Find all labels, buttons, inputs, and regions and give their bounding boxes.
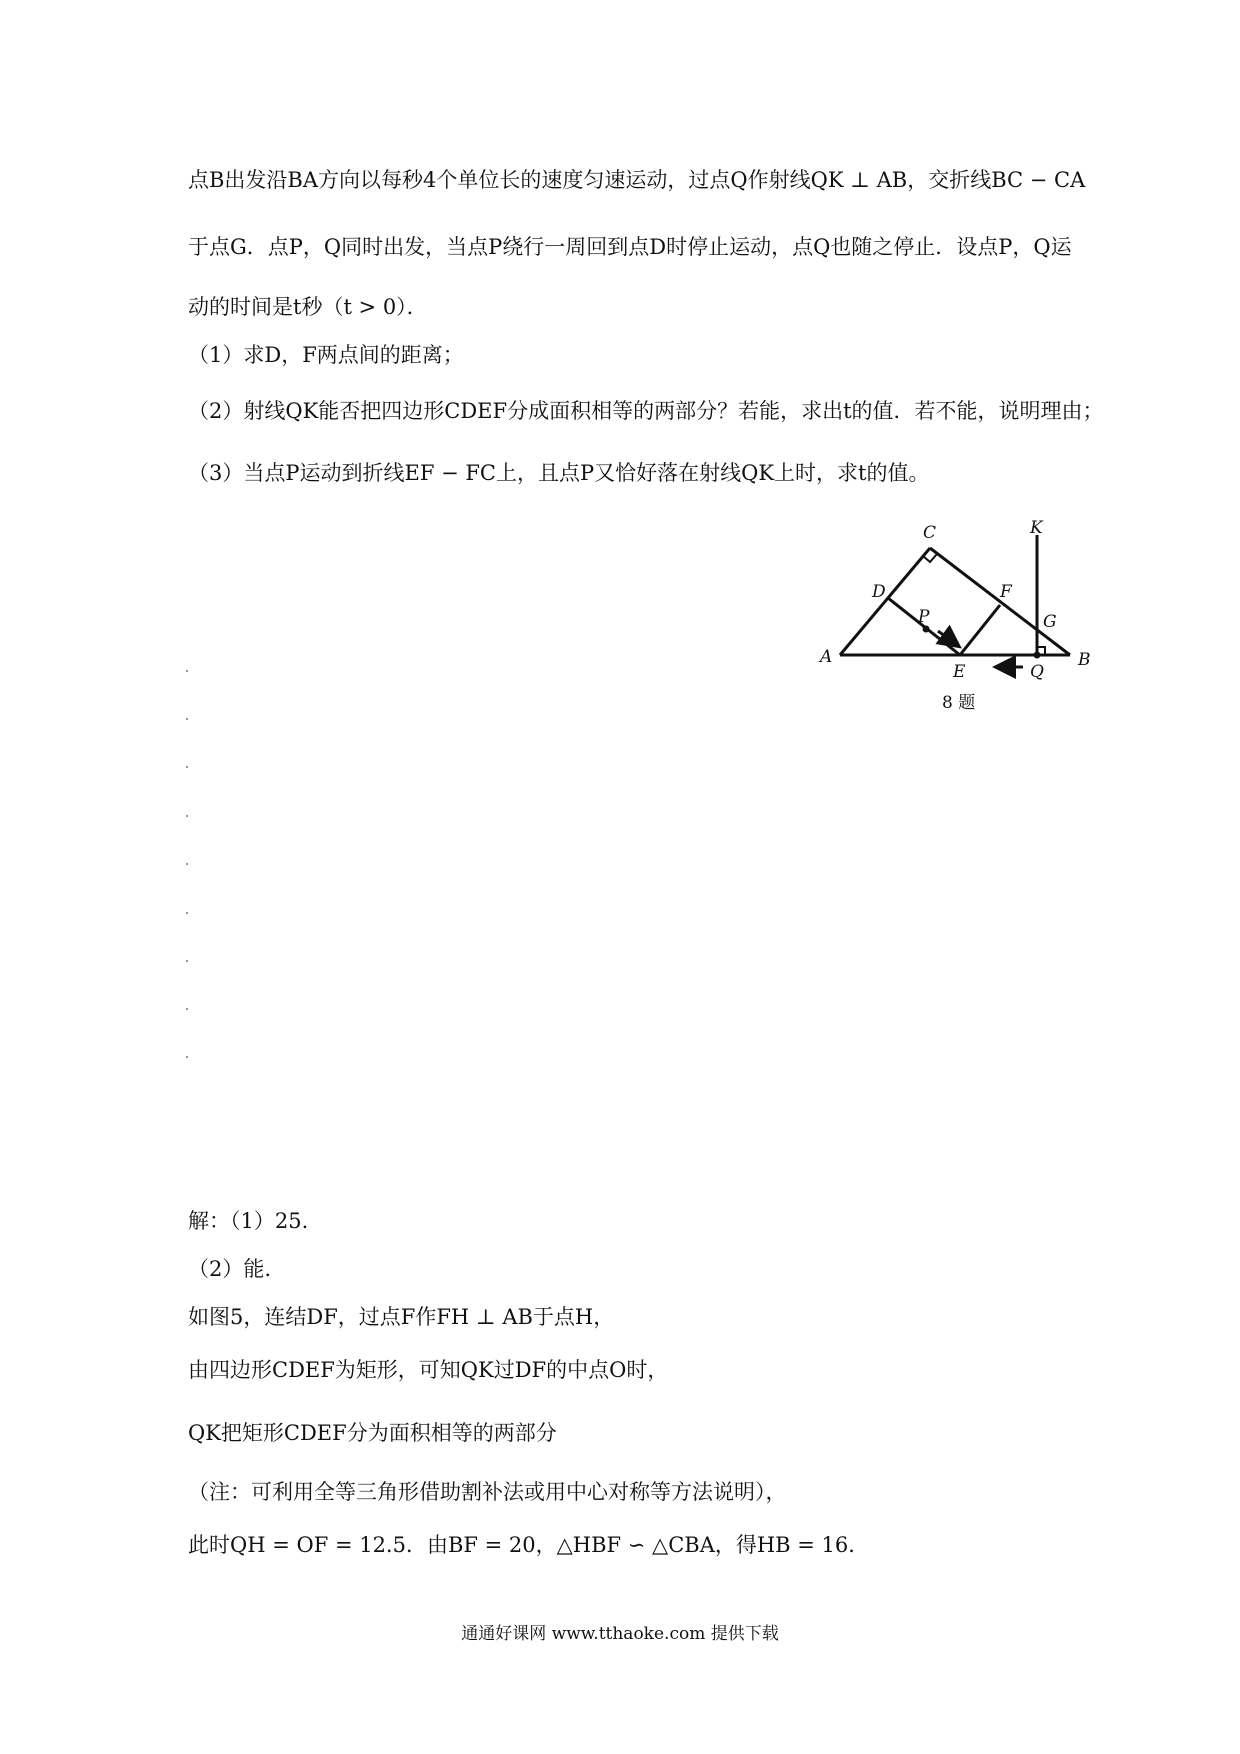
label-d: D <box>872 582 886 602</box>
label-e: E <box>953 662 966 682</box>
geometry-figure <box>810 505 1140 730</box>
label-g: G <box>1043 612 1057 632</box>
problem-part-1: （1）求D，F两点间的距离； <box>188 343 464 367</box>
page-footer: 通通好课网 www.tthaoke.com 提供下载 <box>461 1624 779 1644</box>
problem-line-1: 点B出发沿BA方向以每秒4个单位长的速度匀速运动，过点Q作射线QK ⊥ AB，交折线BC − CA <box>188 168 1086 192</box>
label-a: A <box>820 647 833 667</box>
label-k: K <box>1030 518 1043 538</box>
solution-line-4: 由四边形CDEF为矩形，可知QK过DF的中点O时， <box>188 1358 669 1382</box>
problem-part-3: （3）当点P运动到折线EF − FC上，且点P又恰好落在射线QK上时，求t的值。 <box>188 461 930 485</box>
label-f: F <box>1000 582 1012 602</box>
problem-line-3: 动的时间是t秒（t > 0）． <box>188 295 428 319</box>
solution-line-1: 解：（1）25. <box>188 1209 309 1233</box>
label-c: C <box>923 523 937 543</box>
solution-line-6: （注：可利用全等三角形借助割补法或用中心对称等方法说明）， <box>188 1480 787 1504</box>
solution-line-5: QK把矩形CDEF分为面积相等的两部分 <box>188 1421 557 1445</box>
label-q: Q <box>1030 662 1044 682</box>
label-b: B <box>1078 650 1091 670</box>
figure-svg <box>810 505 1140 730</box>
solution-line-7: 此时QH = OF = 12.5．由BF = 20，△HBF ∽ △CBA，得HB = 16． <box>188 1533 870 1557</box>
figure-caption: 8 题 <box>942 693 976 713</box>
solution-line-3: 如图5，连结DF，过点F作FH ⊥ AB于点H， <box>188 1305 615 1329</box>
label-p: P <box>918 607 930 627</box>
side-ef <box>960 605 1000 655</box>
solution-line-2: （2）能. <box>188 1257 272 1281</box>
problem-line-2: 于点G．点P，Q同时出发，当点P绕行一周回到点D时停止运动，点Q也随之停止．设点P，Q运 <box>188 235 1072 259</box>
problem-part-2: （2）射线QK能否把四边形CDEF分成面积相等的两部分？若能，求出t的值．若不能，说明理由； <box>188 399 1104 423</box>
point-q <box>1034 652 1041 659</box>
